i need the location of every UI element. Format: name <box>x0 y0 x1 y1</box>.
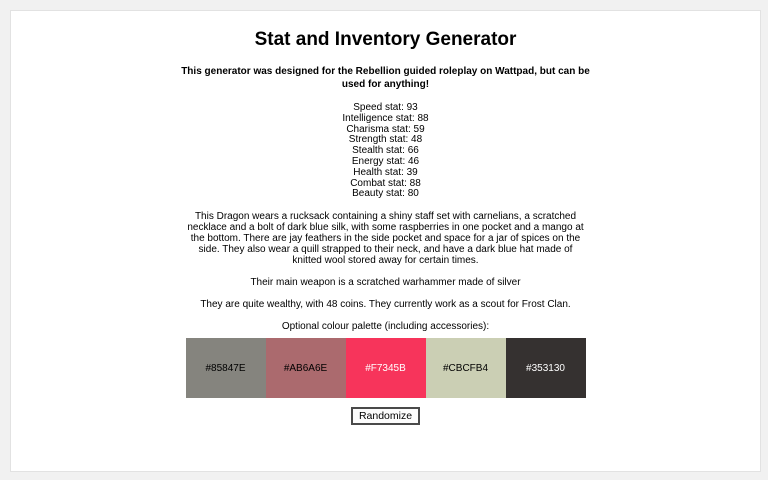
randomize-button[interactable]: Randomize <box>351 407 420 425</box>
page-card <box>10 10 761 472</box>
stat-line: Intelligence stat: 88 <box>342 112 429 124</box>
palette-swatch: #AB6A6E <box>266 338 346 398</box>
stat-line: Combat stat: 88 <box>350 177 421 189</box>
stat-line: Speed stat: 93 <box>353 102 418 113</box>
weapon-text: Their main weapon is a scratched warhammer made of silver <box>250 277 521 289</box>
palette-swatch: #85847E <box>186 338 266 398</box>
stat-line: Charisma stat: 59 <box>346 123 425 135</box>
palette-swatch: #F7345B <box>346 338 426 398</box>
stat-line: Strength stat: 48 <box>348 134 423 146</box>
palette-swatch: #CBCFB4 <box>426 338 506 398</box>
palette-swatch: #353130 <box>506 338 586 398</box>
generator-content <box>181 11 590 425</box>
stat-line: Energy stat: 46 <box>351 155 420 167</box>
stat-line: Stealth stat: 66 <box>352 145 419 157</box>
inventory-text: This Dragon wears a rucksack containing a shiny staff set with carnelians, a scratched necklace and a bolt of dark blue silk, with some raspberries in one pocket and a mango at the bottom. There are jay feathers in the side pocket and space for a jar of spices on the side. They also wear a quill strapped to their neck, and have a dark blue hat made of knitted wool stored away for certain times. <box>187 211 584 267</box>
page-title: Stat and Inventory Generator <box>254 29 517 50</box>
palette-label: Optional colour palette (including accessories): <box>281 321 490 333</box>
colour-palette <box>186 338 586 398</box>
generator-description: This generator was designed for the Rebellion guided roleplay on Wattpad, but can be used for anything! <box>181 66 590 90</box>
button-row <box>184 407 588 425</box>
stat-line: Health stat: 39 <box>353 166 418 178</box>
stat-line: Beauty stat: 80 <box>352 188 419 200</box>
stats-list <box>184 103 588 200</box>
wealth-text: They are quite wealthy, with 48 coins. They currently work as a scout for Frost Clan. <box>200 299 571 311</box>
